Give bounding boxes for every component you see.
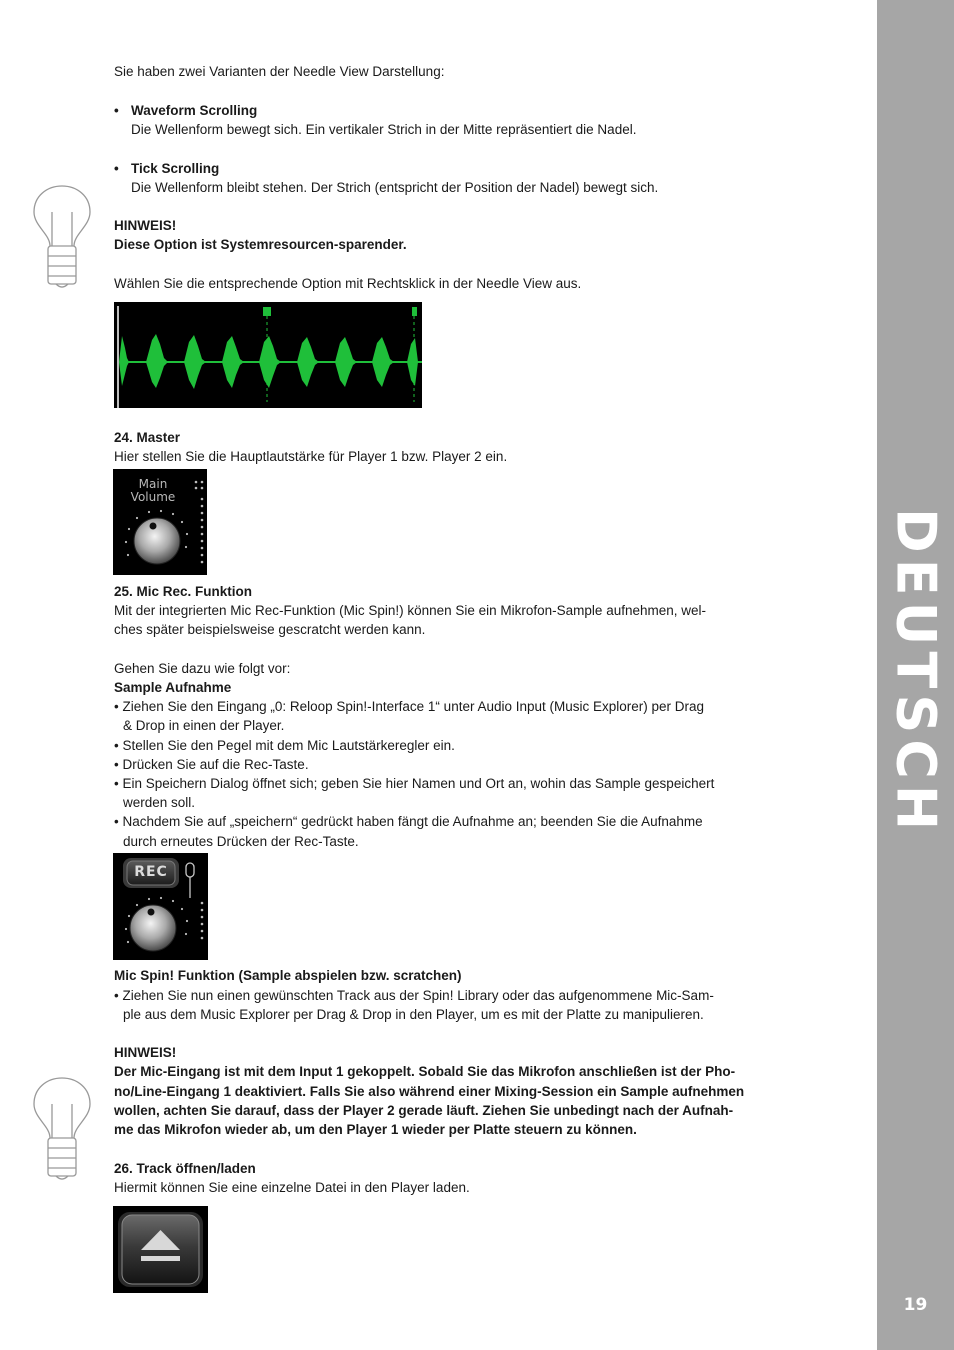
rec-button-label: REC [134, 864, 168, 880]
list-item-continuation: ple aus dem Music Explorer per Drag & Drop in den Player, um es mit der Platte zu manipulieren. [123, 1007, 704, 1022]
list-item-text: Drücken Sie auf die Rec-Taste. [122, 757, 309, 772]
volume-knob-icon [113, 469, 207, 575]
note-text: Der Mic-Eingang ist mit dem Input 1 gekoppelt. Sobald Sie das Mikrofon anschließen ist der Pho- [114, 1064, 736, 1079]
eject-icon [113, 1206, 208, 1293]
list-item-text: Ziehen Sie nun einen gewünschten Track aus der Spin! Library oder das aufgenommene Mic-Sam- [122, 988, 714, 1003]
list-item: • Drücken Sie auf die Rec-Taste. [114, 757, 309, 772]
intro-text: Sie haben zwei Varianten der Needle View Darstellung: [114, 64, 445, 79]
list-item: • Stellen Sie den Pegel mit dem Mic Lautstärkeregler ein. [114, 738, 455, 753]
mic-rec-widget [113, 853, 208, 960]
section-text: ches später beispielsweise gescratcht werden kann. [114, 622, 426, 637]
section-text: Hiermit können Sie eine einzelne Datei in den Player laden. [114, 1180, 470, 1195]
note-text: Diese Option ist Systemresourcen-sparender. [114, 237, 407, 252]
spin-heading: Mic Spin! Funktion (Sample abspielen bzw. scratchen) [114, 968, 462, 983]
list-item: • Ziehen Sie den Eingang „0: Reloop Spin!-Interface 1“ unter Audio Input (Music Explorer) per Drag [114, 699, 705, 714]
language-sidebar [877, 0, 954, 1350]
list-item-text: Stellen Sie den Pegel mit dem Mic Lautstärkeregler ein. [122, 738, 455, 753]
select-option-text: Wählen Sie die entsprechende Option mit Rechtsklick in der Needle View aus. [114, 276, 582, 291]
main-volume-widget [113, 469, 207, 575]
section-title: 25. Mic Rec. Funktion [114, 584, 253, 599]
lightbulb-icon [32, 1076, 92, 1184]
list-item-text: Ziehen Sie den Eingang „0: Reloop Spin!-Interface 1“ unter Audio Input (Music Explorer) per Drag [122, 699, 705, 714]
variant-text: Die Wellenform bewegt sich. Ein vertikaler Strich in der Mitte repräsentiert die Nadel. [131, 122, 637, 137]
needle-view-screenshot [114, 302, 422, 408]
variant-title: Tick Scrolling [131, 161, 220, 176]
variant-title: Waveform Scrolling [131, 103, 258, 118]
eject-button-screenshot [113, 1206, 208, 1293]
list-item-continuation: werden soll. [123, 795, 196, 810]
main-volume-label-line: Main [138, 477, 168, 491]
note-text: me das Mikrofon wieder ab, um den Player 1 wieder per Platte steuern zu können. [114, 1122, 637, 1137]
list-item: • Ziehen Sie nun einen gewünschten Track aus der Spin! Library oder das aufgenommene Mic-Sam- [114, 988, 714, 1003]
list-item: • Ein Speichern Dialog öffnet sich; geben Sie hier Namen und Ort an, wohin das Sample gespeichert [114, 776, 715, 791]
note-text: wollen, achten Sie darauf, dass der Player 2 gerade läuft. Ziehen Sie unbedingt nach der Aufnah- [114, 1103, 734, 1118]
bullet-dot: • [114, 103, 119, 118]
list-item: • Nachdem Sie auf „speichern“ gedrückt haben fängt die Aufnahme an; beenden Sie die Aufnahme [114, 814, 703, 829]
steps-intro: Gehen Sie dazu wie folgt vor: [114, 661, 291, 676]
section-title: 24. Master [114, 430, 181, 445]
list-item-text: Ein Speichern Dialog öffnet sich; geben Sie hier Namen und Ort an, wohin das Sample gespeichert [122, 776, 715, 791]
note-heading: HINWEIS! [114, 218, 177, 233]
note-text: no/Line-Eingang 1 deaktiviert. Falls Sie also während einer Mixing-Session ein Sample aufnehmen [114, 1084, 745, 1099]
list-item-continuation: & Drop in einen der Player. [123, 718, 285, 733]
sidebar-title: DEUTSCH [884, 507, 947, 837]
sample-heading: Sample Aufnahme [114, 680, 232, 695]
list-item-continuation: durch erneutes Drücken der Rec-Taste. [123, 834, 359, 849]
waveform-graphic [114, 302, 422, 408]
note-heading: HINWEIS! [114, 1045, 177, 1060]
page-number: 19 [903, 1295, 928, 1315]
section-title: 26. Track öffnen/laden [114, 1161, 256, 1176]
variant-text: Die Wellenform bleibt stehen. Der Strich (entspricht der Position der Nadel) bewegt sich. [131, 180, 659, 195]
lightbulb-icon [32, 184, 92, 292]
section-text: Hier stellen Sie die Hauptlautstärke für Player 1 bzw. Player 2 ein. [114, 449, 508, 464]
bullet-dot: • [114, 161, 119, 176]
section-text: Mit der integrierten Mic Rec-Funktion (Mic Spin!) können Sie ein Mikrofon-Sample aufnehmen, wel- [114, 603, 706, 618]
main-volume-label-line: Volume [130, 490, 176, 504]
list-item-text: Nachdem Sie auf „speichern“ gedrückt haben fängt die Aufnahme an; beenden Sie die Aufnahme [122, 814, 703, 829]
